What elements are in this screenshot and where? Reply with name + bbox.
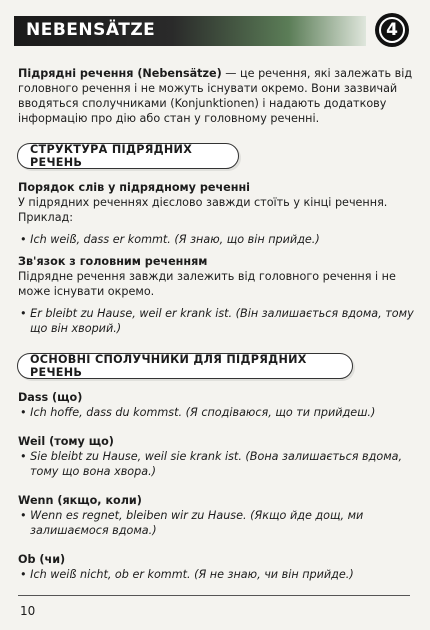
main-clause-example: • Er bleibt zu Hause, weil er krank ist. (Він залишається вдома, тому що він хворий.) xyxy=(18,306,414,336)
intro-paragraph xyxy=(18,66,414,126)
main-clause-heading: Зв'язок з головним реченням xyxy=(18,255,208,268)
main-clause-text: Підрядне речення завжди залежить від головного речення і не може існувати окремо. xyxy=(18,270,396,298)
conjunction-heading: Weil (тому що) xyxy=(18,435,114,448)
conjunction-dass xyxy=(18,390,414,420)
section-heading-structure: СТРУКТУРА ПІДРЯДНИХ РЕЧЕНЬ xyxy=(17,143,239,169)
conjunction-example: • Ich weiß nicht, ob er kommt. (Я не знаю, чи він прийде.) xyxy=(18,567,414,582)
word-order-heading: Порядок слів у підрядному реченні xyxy=(18,181,251,194)
intro-term: Підрядні речення (Nebensätze) xyxy=(18,67,222,80)
conjunction-example: • Sie bleibt zu Hause, weil sie krank ist. (Вона залишається вдома, тому що вона хвора.) xyxy=(18,449,414,479)
word-order-text: У підрядних реченнях дієслово завжди стоїть у кінці речення. Приклад: xyxy=(18,196,388,224)
section-heading-conjunctions: ОСНОВНІ СПОЛУЧНИКИ ДЛЯ ПІДРЯДНИХ РЕЧЕНЬ xyxy=(17,353,353,379)
conjunction-heading: Ob (чи) xyxy=(18,553,66,566)
main-clause-block xyxy=(18,254,414,336)
conjunction-example: • Wenn es regnet, bleiben wir zu Hause. (Якщо йде дощ, ми залишаємося вдома.) xyxy=(18,508,414,538)
conjunction-ob xyxy=(18,552,414,582)
conjunction-weil xyxy=(18,434,414,479)
footer-divider xyxy=(18,595,410,596)
conjunction-example: • Ich hoffe, dass du kommst. (Я сподіваюся, що ти прийдеш.) xyxy=(18,405,414,420)
conjunction-heading: Dass (що) xyxy=(18,391,83,404)
intro-text: — це речення, які залежать від головного речення і не можуть існувати окремо. Вони зазвичай вводяться сполучниками (Konjunktionen) і надають додаткову інформацію про дію або стан у головному реченні. xyxy=(18,67,413,125)
word-order-block xyxy=(18,180,414,247)
page-title: NEBENSÄTZE xyxy=(26,20,156,40)
conjunction-heading: Wenn (якщо, коли) xyxy=(18,494,142,507)
page-number: 10 xyxy=(20,604,36,618)
word-order-example: • Ich weiß, dass er kommt. (Я знаю, що він прийде.) xyxy=(18,232,414,247)
chapter-badge xyxy=(375,13,409,47)
conjunction-wenn xyxy=(18,493,414,538)
chapter-number: 4 xyxy=(379,17,405,43)
